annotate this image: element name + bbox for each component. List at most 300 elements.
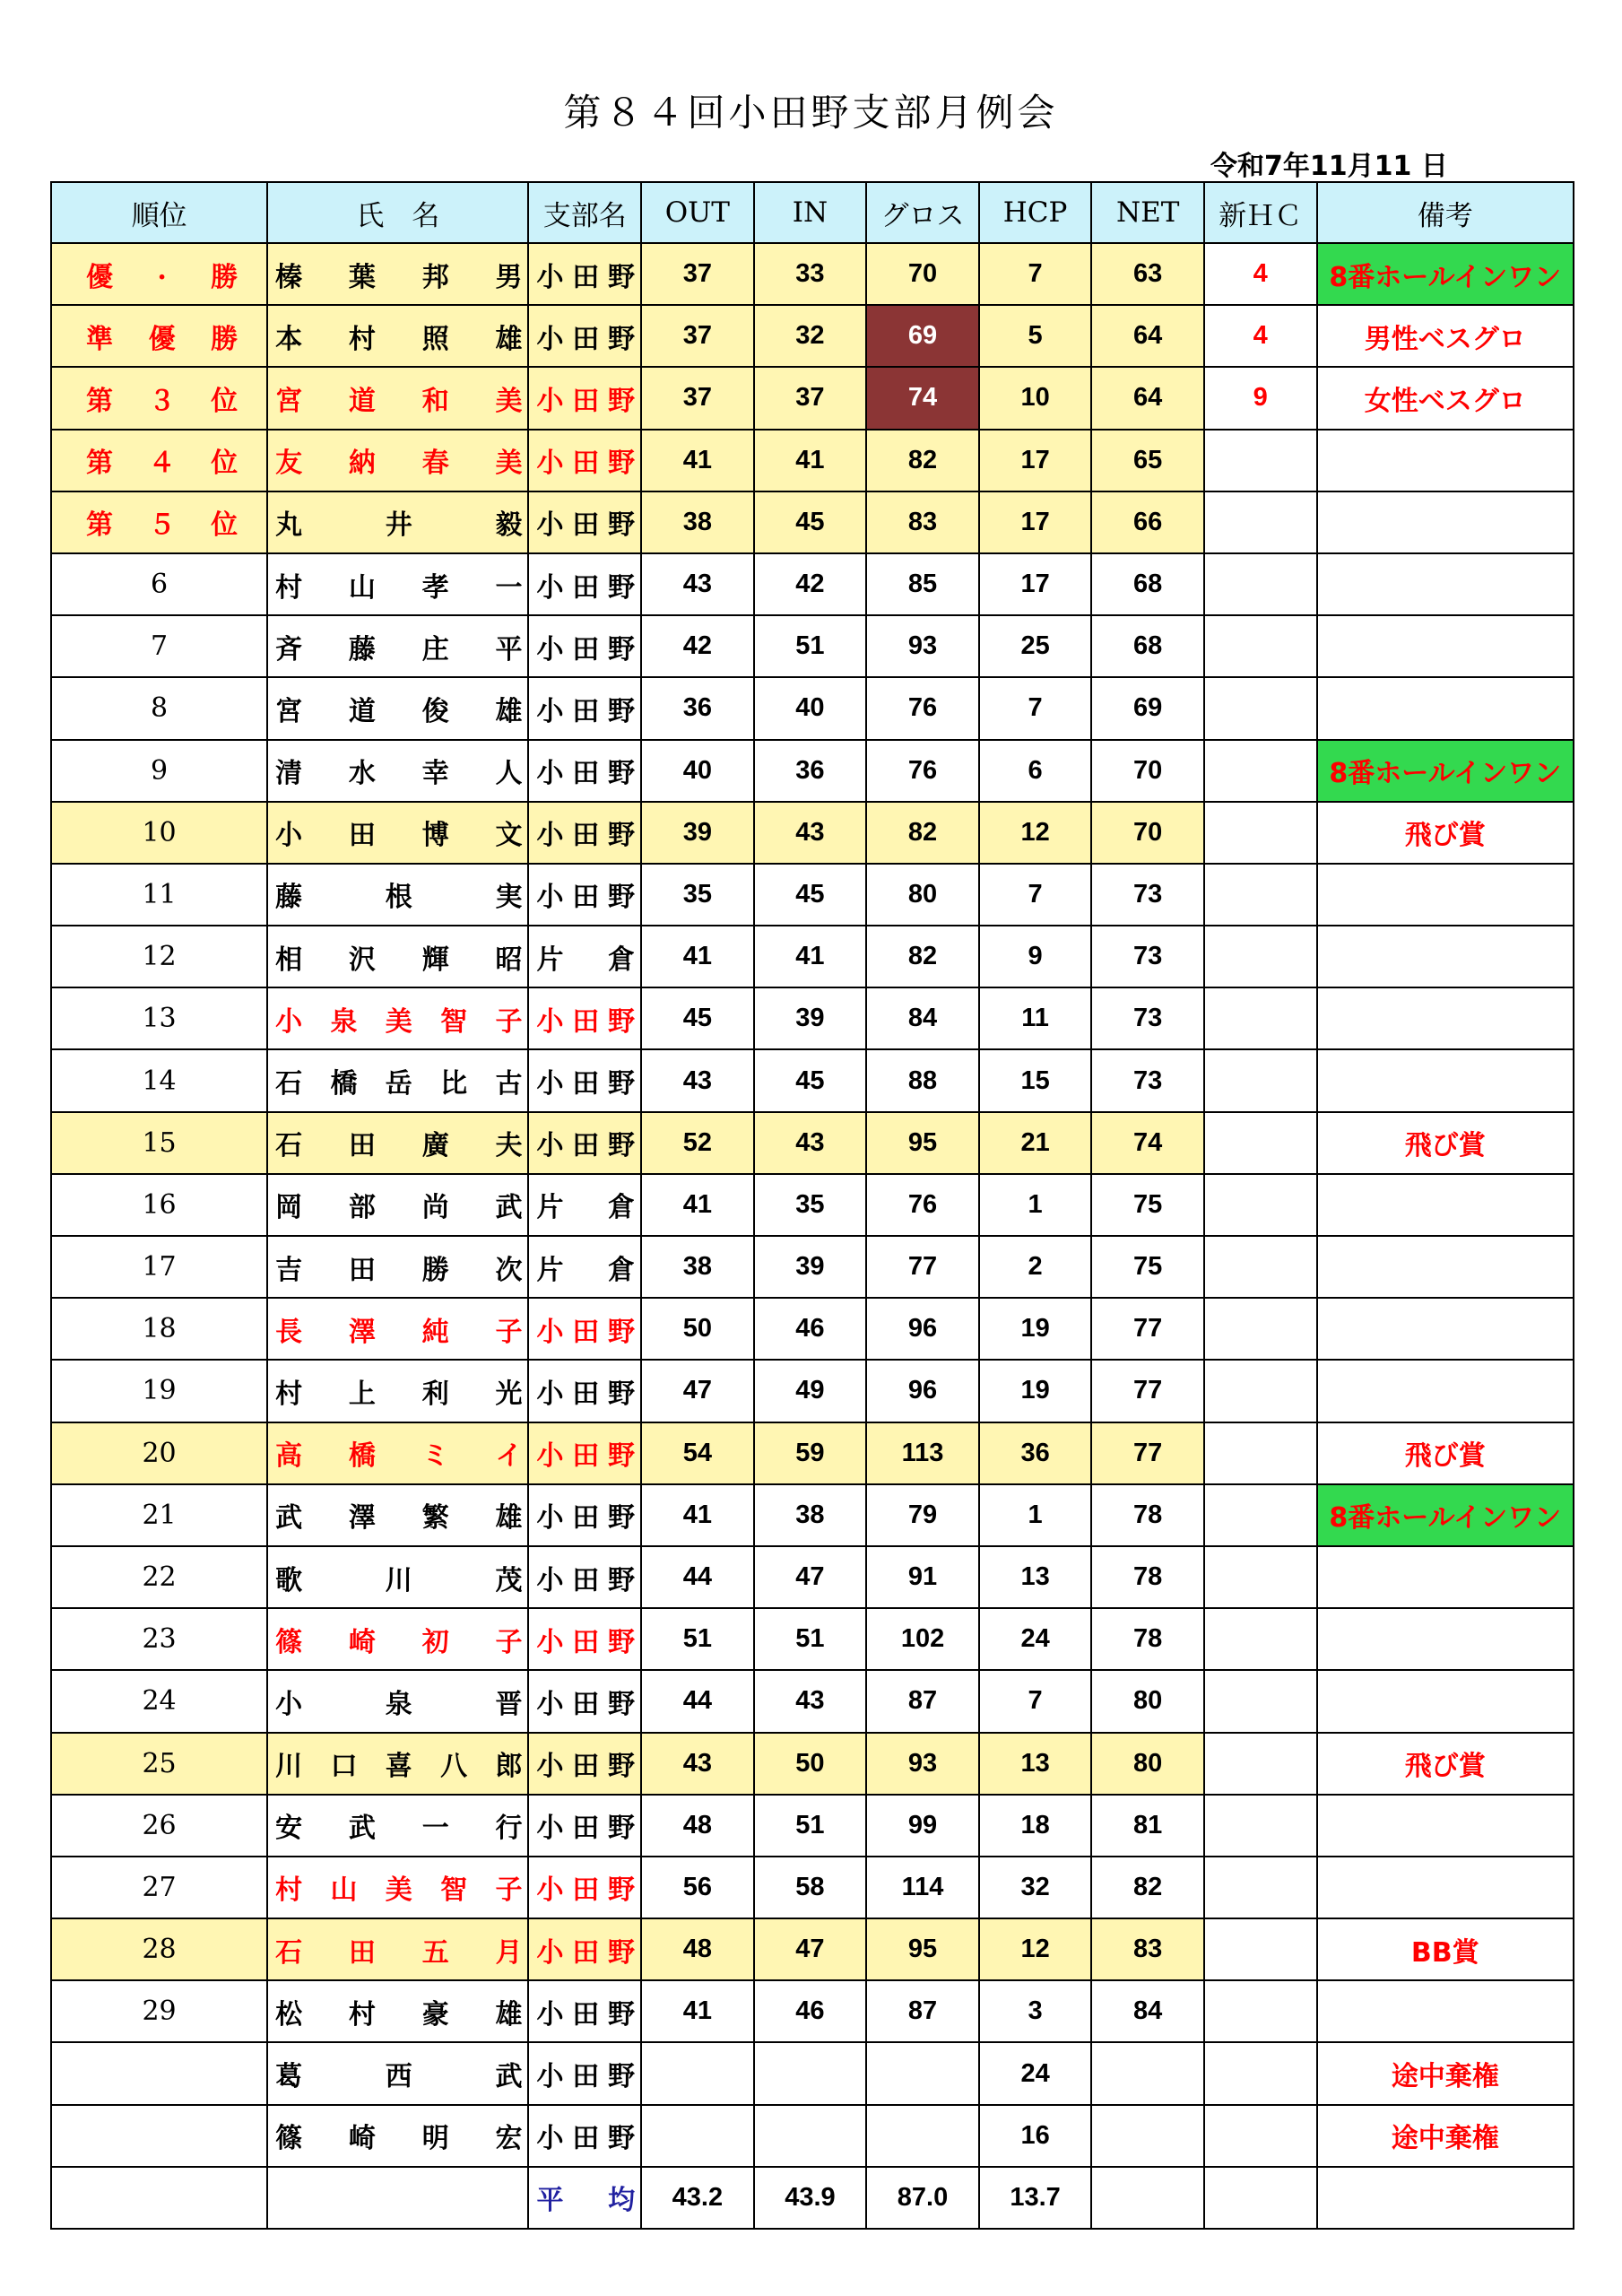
remarks-cell [1317, 864, 1574, 926]
name-text: 小 田 博 文 [275, 820, 523, 852]
rank-text: 21 [142, 1499, 177, 1531]
remarks-cell [1317, 1174, 1574, 1236]
net-cell [1091, 2042, 1204, 2104]
rank-cell [51, 1174, 267, 1236]
new-hc-cell [1204, 491, 1317, 553]
hcp-cell: 36 [979, 1422, 1092, 1484]
name-cell [267, 1795, 528, 1857]
branch-cell [528, 1918, 641, 1980]
remarks-cell [1317, 615, 1574, 677]
name-text: 石 田 廣 夫 [275, 1130, 523, 1162]
out-cell: 41 [641, 1174, 754, 1236]
new-hc-cell [1204, 1112, 1317, 1174]
gross-cell: 91 [866, 1546, 979, 1608]
rank-text: 18 [142, 1313, 177, 1345]
in-cell: 46 [754, 1980, 867, 2042]
rank-text: 22 [142, 1561, 177, 1594]
branch-text: 小 田 野 [536, 1813, 636, 1845]
new-hc-cell [1204, 740, 1317, 802]
name-text: 藤 根 実 [275, 882, 523, 914]
gross-cell: 74 [866, 367, 979, 429]
name-cell [267, 1298, 528, 1360]
net-cell: 68 [1091, 553, 1204, 615]
branch-text: 小 田 野 [536, 571, 636, 604]
net-cell: 83 [1091, 1918, 1204, 1980]
name-cell [267, 1112, 528, 1174]
net-cell: 64 [1091, 305, 1204, 367]
gross-cell [866, 2105, 979, 2167]
branch-cell [528, 1795, 641, 1857]
table-row [51, 1298, 1574, 1360]
name-cell [267, 677, 528, 739]
out-cell: 48 [641, 1795, 754, 1857]
hcp-cell: 24 [979, 2042, 1092, 2104]
name-cell [267, 1733, 528, 1795]
name-text: 篠 崎 初 子 [275, 1626, 523, 1658]
net-cell: 73 [1091, 1049, 1204, 1111]
table-row [51, 1484, 1574, 1546]
branch-cell [528, 1236, 641, 1298]
header-row [51, 182, 1574, 243]
branch-cell [528, 2042, 641, 2104]
branch-cell [528, 1484, 641, 1546]
table-row [51, 243, 1574, 305]
in-cell: 37 [754, 367, 867, 429]
name-text: 武 澤 繁 雄 [275, 1502, 523, 1535]
out-cell: 56 [641, 1857, 754, 1918]
out-cell: 43 [641, 1049, 754, 1111]
name-text: 榛 葉 邦 男 [275, 261, 523, 293]
new-hc-cell [1204, 1733, 1317, 1795]
remarks-cell [1317, 491, 1574, 553]
out-cell: 41 [641, 926, 754, 987]
out-cell: 42 [641, 615, 754, 677]
branch-cell [528, 1298, 641, 1360]
table-row [51, 2105, 1574, 2167]
branch-cell [528, 1608, 641, 1670]
net-cell: 84 [1091, 1980, 1204, 2042]
table-row [51, 2042, 1574, 2104]
branch-text: 小 田 野 [536, 1998, 636, 2031]
in-cell: 47 [754, 1918, 867, 1980]
name-text: 相 沢 輝 昭 [275, 944, 523, 976]
name-cell [267, 926, 528, 987]
new-hc-cell [1204, 677, 1317, 739]
out-cell: 38 [641, 491, 754, 553]
net-cell: 78 [1091, 1608, 1204, 1670]
remarks-cell [1317, 1236, 1574, 1298]
net-cell: 75 [1091, 1236, 1204, 1298]
branch-text: 小 田 野 [536, 385, 636, 417]
in-cell: 51 [754, 615, 867, 677]
average-label-text: 平 均 [536, 2185, 636, 2217]
name-text: 小 泉 晋 [275, 1688, 523, 1720]
gross-cell: 102 [866, 1608, 979, 1670]
branch-cell [528, 1980, 641, 2042]
in-cell: 36 [754, 740, 867, 802]
out-cell: 41 [641, 1484, 754, 1546]
branch-text: 小 田 野 [536, 1068, 636, 1100]
hcp-cell: 24 [979, 1608, 1092, 1670]
rank-text: 11 [142, 878, 177, 910]
net-cell: 70 [1091, 802, 1204, 864]
new-hc-cell: 9 [1204, 367, 1317, 429]
branch-text: 小 田 野 [536, 323, 636, 355]
hcp-cell: 15 [979, 1049, 1092, 1111]
rank-text: 17 [142, 1251, 177, 1283]
rank-text: 16 [142, 1188, 177, 1221]
name-cell [267, 367, 528, 429]
in-cell: 39 [754, 1236, 867, 1298]
branch-text: 片 倉 [536, 944, 636, 976]
new-hc-cell [1204, 1236, 1317, 1298]
net-cell: 69 [1091, 677, 1204, 739]
rank-cell [51, 1360, 267, 1422]
rank-cell [51, 430, 267, 491]
branch-cell [528, 926, 641, 987]
remarks-cell: 飛び賞 [1317, 1422, 1574, 1484]
average-empty-remarks [1317, 2167, 1574, 2229]
rank-text: 24 [142, 1685, 177, 1718]
gross-cell: 84 [866, 987, 979, 1049]
name-text: 高 橋 ミ イ [275, 1440, 523, 1473]
branch-text: 小 田 野 [536, 1316, 636, 1348]
rank-text: 28 [142, 1934, 177, 1966]
gross-cell: 83 [866, 491, 979, 553]
in-cell [754, 2105, 867, 2167]
net-cell: 82 [1091, 1857, 1204, 1918]
net-cell: 77 [1091, 1360, 1204, 1422]
in-cell: 51 [754, 1608, 867, 1670]
rank-text: 優 . 勝 [86, 254, 240, 293]
name-cell [267, 430, 528, 491]
in-cell: 41 [754, 430, 867, 491]
new-hc-cell [1204, 1608, 1317, 1670]
hcp-cell: 2 [979, 1236, 1092, 1298]
remarks-cell: 途中棄権 [1317, 2042, 1574, 2104]
average-gross: 87.0 [866, 2167, 979, 2229]
in-cell: 49 [754, 1360, 867, 1422]
name-cell [267, 740, 528, 802]
hcp-cell: 7 [979, 243, 1092, 305]
rank-text: 第 ３ 位 [86, 385, 240, 417]
hcp-cell: 5 [979, 305, 1092, 367]
new-hc-cell [1204, 1484, 1317, 1546]
branch-cell [528, 1112, 641, 1174]
table-row [51, 740, 1574, 802]
average-row [51, 2167, 1574, 2229]
table-row [51, 1670, 1574, 1732]
name-text: 葛 西 武 [275, 2061, 523, 2093]
table-row [51, 864, 1574, 926]
rank-cell [51, 1670, 267, 1732]
net-cell: 78 [1091, 1546, 1204, 1608]
gross-cell: 114 [866, 1857, 979, 1918]
rank-cell [51, 1546, 267, 1608]
name-cell [267, 553, 528, 615]
in-cell: 47 [754, 1546, 867, 1608]
net-cell: 64 [1091, 367, 1204, 429]
out-cell: 43 [641, 1733, 754, 1795]
name-cell [267, 1857, 528, 1918]
rank-cell [51, 802, 267, 864]
branch-text: 小 田 野 [536, 882, 636, 914]
branch-cell [528, 740, 641, 802]
new-hc-cell [1204, 553, 1317, 615]
new-hc-cell [1204, 430, 1317, 491]
in-cell: 43 [754, 802, 867, 864]
gross-cell: 87 [866, 1670, 979, 1732]
table-row [51, 1546, 1574, 1608]
name-cell [267, 243, 528, 305]
branch-text: 小 田 野 [536, 1440, 636, 1473]
in-cell: 59 [754, 1422, 867, 1484]
gross-cell: 95 [866, 1918, 979, 1980]
remarks-cell [1317, 1980, 1574, 2042]
gross-cell: 79 [866, 1484, 979, 1546]
rank-cell [51, 367, 267, 429]
rank-cell [51, 615, 267, 677]
net-cell: 78 [1091, 1484, 1204, 1546]
hcp-cell: 19 [979, 1360, 1092, 1422]
branch-cell [528, 615, 641, 677]
remarks-cell: 飛び賞 [1317, 1733, 1574, 1795]
name-text: 丸 井 毅 [275, 509, 523, 542]
new-hc-cell [1204, 1298, 1317, 1360]
in-cell: 43 [754, 1670, 867, 1732]
rank-text: 13 [142, 1003, 177, 1035]
name-text: 宮 道 俊 雄 [275, 695, 523, 727]
hcp-cell: 3 [979, 1980, 1092, 2042]
net-cell: 80 [1091, 1670, 1204, 1732]
branch-text: 小 田 野 [536, 448, 636, 480]
name-cell [267, 1918, 528, 1980]
name-cell [267, 1174, 528, 1236]
new-hc-cell [1204, 864, 1317, 926]
name-cell [267, 491, 528, 553]
gross-cell: 76 [866, 740, 979, 802]
table-row [51, 1918, 1574, 1980]
name-cell [267, 1980, 528, 2042]
name-text: 村 上 利 光 [275, 1378, 523, 1410]
branch-cell [528, 1857, 641, 1918]
rank-cell [51, 1733, 267, 1795]
in-cell: 45 [754, 864, 867, 926]
out-cell: 39 [641, 802, 754, 864]
branch-text: 小 田 野 [536, 509, 636, 542]
rank-text: 27 [142, 1871, 177, 1903]
remarks-cell [1317, 430, 1574, 491]
hcp-cell: 1 [979, 1484, 1092, 1546]
hcp-cell: 6 [979, 740, 1092, 802]
gross-cell: 93 [866, 1733, 979, 1795]
new-hc-cell [1204, 615, 1317, 677]
name-text: 村 山 美 智 子 [275, 1874, 523, 1907]
gross-cell: 69 [866, 305, 979, 367]
branch-cell [528, 367, 641, 429]
net-cell: 73 [1091, 987, 1204, 1049]
branch-cell [528, 987, 641, 1049]
event-date: 令和7年11月11 日 [1210, 151, 1448, 182]
header-net: NET [1091, 182, 1204, 243]
table-row [51, 430, 1574, 491]
table-row [51, 1174, 1574, 1236]
rank-text: 7 [151, 631, 169, 663]
branch-cell [528, 1670, 641, 1732]
out-cell: 54 [641, 1422, 754, 1484]
branch-text: 小 田 野 [536, 1874, 636, 1907]
net-cell: 68 [1091, 615, 1204, 677]
out-cell: 36 [641, 677, 754, 739]
rank-text: 準 優 勝 [86, 323, 240, 355]
branch-text: 小 田 野 [536, 633, 636, 665]
name-text: 川 口 喜 八 郎 [275, 1751, 523, 1783]
new-hc-cell [1204, 1360, 1317, 1422]
out-cell: 38 [641, 1236, 754, 1298]
gross-cell: 113 [866, 1422, 979, 1484]
name-text: 清 水 幸 人 [275, 758, 523, 790]
remarks-cell [1317, 1795, 1574, 1857]
net-cell: 73 [1091, 926, 1204, 987]
name-text: 友 納 春 美 [275, 448, 523, 480]
gross-cell: 80 [866, 864, 979, 926]
name-cell [267, 1484, 528, 1546]
hcp-cell: 18 [979, 1795, 1092, 1857]
page-title: 第８４回小田野支部月例会 [563, 91, 1059, 135]
rank-cell [51, 677, 267, 739]
hcp-cell: 13 [979, 1546, 1092, 1608]
name-text: 村 山 孝 一 [275, 571, 523, 604]
in-cell: 45 [754, 491, 867, 553]
remarks-cell [1317, 1546, 1574, 1608]
gross-cell: 82 [866, 926, 979, 987]
in-cell: 51 [754, 1795, 867, 1857]
rank-cell [51, 2042, 267, 2104]
remarks-cell: 飛び賞 [1317, 1112, 1574, 1174]
gross-cell: 93 [866, 615, 979, 677]
net-cell: 77 [1091, 1298, 1204, 1360]
remarks-cell [1317, 1670, 1574, 1732]
out-cell: 37 [641, 305, 754, 367]
remarks-cell: 女性ベスグロ [1317, 367, 1574, 429]
new-hc-cell [1204, 1546, 1317, 1608]
branch-text: 小 田 野 [536, 1936, 636, 1969]
branch-text: 片 倉 [536, 1254, 636, 1286]
rank-text: 12 [142, 941, 177, 973]
remarks-cell: 8番ホールインワン [1317, 243, 1574, 305]
out-cell: 41 [641, 1980, 754, 2042]
hcp-cell: 19 [979, 1298, 1092, 1360]
remarks-cell [1317, 926, 1574, 987]
average-hcp: 13.7 [979, 2167, 1092, 2229]
branch-text: 小 田 野 [536, 758, 636, 790]
branch-cell [528, 553, 641, 615]
average-empty-net [1091, 2167, 1204, 2229]
branch-text: 小 田 野 [536, 2123, 636, 2155]
branch-text: 小 田 野 [536, 1130, 636, 1162]
gross-cell: 88 [866, 1049, 979, 1111]
rank-cell [51, 1298, 267, 1360]
hcp-cell: 12 [979, 802, 1092, 864]
table-row [51, 987, 1574, 1049]
out-cell: 51 [641, 1608, 754, 1670]
remarks-cell [1317, 1049, 1574, 1111]
name-text: 本 村 照 雄 [275, 323, 523, 355]
rank-cell [51, 864, 267, 926]
header-gross: グロス [866, 182, 979, 243]
branch-text: 小 田 野 [536, 1626, 636, 1658]
branch-cell [528, 1360, 641, 1422]
remarks-cell [1317, 677, 1574, 739]
name-text: 歌 川 茂 [275, 1564, 523, 1596]
table-row [51, 677, 1574, 739]
branch-text: 片 倉 [536, 1192, 636, 1224]
table-row [51, 802, 1574, 864]
hcp-cell: 32 [979, 1857, 1092, 1918]
gross-cell: 82 [866, 802, 979, 864]
rank-text: 23 [142, 1623, 177, 1656]
table-row [51, 1980, 1574, 2042]
name-text: 石 田 五 月 [275, 1936, 523, 1969]
out-cell: 52 [641, 1112, 754, 1174]
name-text: 安 武 一 行 [275, 1813, 523, 1845]
gross-cell: 96 [866, 1360, 979, 1422]
gross-cell: 85 [866, 553, 979, 615]
average-in: 43.9 [754, 2167, 867, 2229]
name-text: 吉 田 勝 次 [275, 1254, 523, 1286]
table-row [51, 553, 1574, 615]
average-out: 43.2 [641, 2167, 754, 2229]
name-cell [267, 1546, 528, 1608]
hcp-cell: 9 [979, 926, 1092, 987]
net-cell: 80 [1091, 1733, 1204, 1795]
remarks-cell: 飛び賞 [1317, 802, 1574, 864]
branch-cell [528, 430, 641, 491]
name-text: 石 橋 岳 比 古 [275, 1068, 523, 1100]
gross-cell: 95 [866, 1112, 979, 1174]
net-cell: 75 [1091, 1174, 1204, 1236]
gross-cell: 76 [866, 677, 979, 739]
rank-cell [51, 987, 267, 1049]
in-cell [754, 2042, 867, 2104]
rank-text: 26 [142, 1809, 177, 1841]
average-empty-rank [51, 2167, 267, 2229]
header-name: 氏 名 [267, 182, 528, 243]
results-table [50, 181, 1574, 2230]
name-cell [267, 1608, 528, 1670]
out-cell [641, 2042, 754, 2104]
gross-cell: 76 [866, 1174, 979, 1236]
branch-text: 小 田 野 [536, 1378, 636, 1410]
remarks-cell [1317, 1608, 1574, 1670]
rank-cell [51, 1484, 267, 1546]
table-row [51, 1236, 1574, 1298]
name-cell [267, 1049, 528, 1111]
hcp-cell: 17 [979, 430, 1092, 491]
rank-text: 第 ５ 位 [86, 509, 240, 542]
rank-cell [51, 740, 267, 802]
net-cell [1091, 2105, 1204, 2167]
remarks-cell [1317, 1298, 1574, 1360]
rank-text: 第 ４ 位 [86, 448, 240, 480]
hcp-cell: 1 [979, 1174, 1092, 1236]
net-cell: 73 [1091, 864, 1204, 926]
table-row [51, 615, 1574, 677]
rank-cell [51, 1795, 267, 1857]
new-hc-cell [1204, 1670, 1317, 1732]
in-cell: 32 [754, 305, 867, 367]
gross-cell: 77 [866, 1236, 979, 1298]
